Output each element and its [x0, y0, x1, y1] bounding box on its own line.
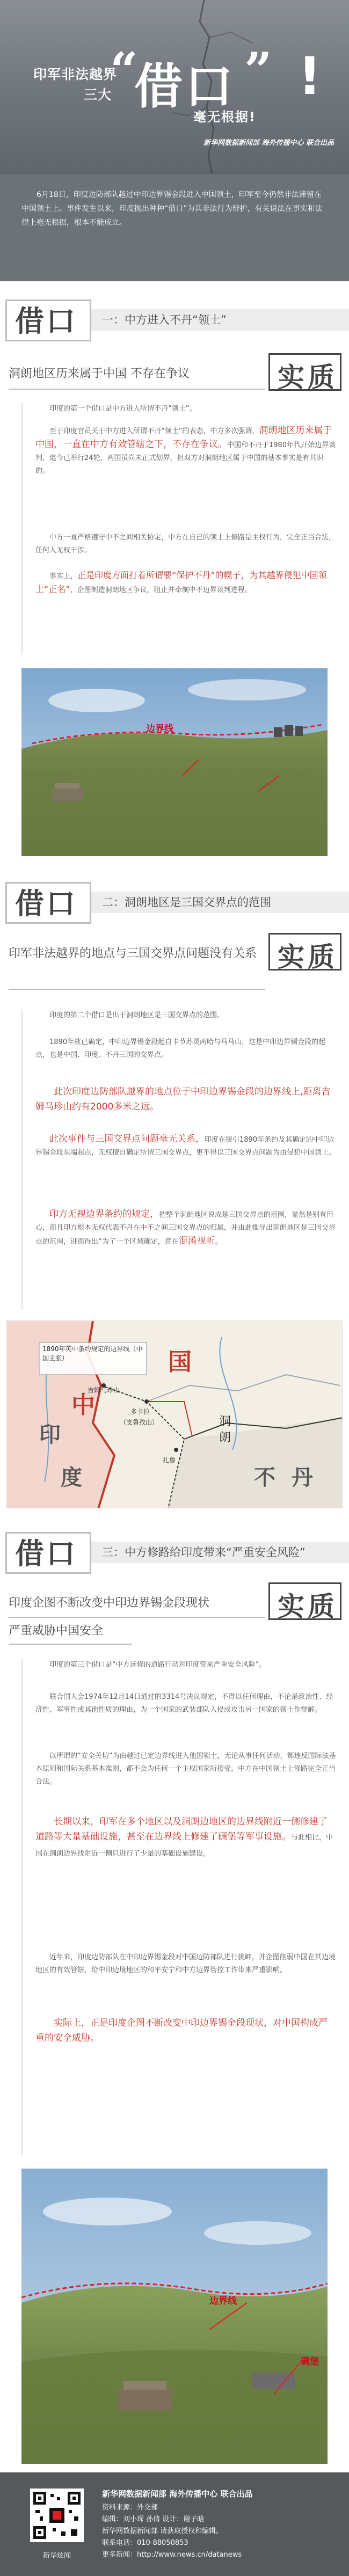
essence-stamp-text: 实质 [278, 361, 338, 393]
map-label-doklam-1: 洞 [219, 1415, 231, 1428]
section-2-body [0, 1009, 349, 1310]
essence-stamp-text: 实质 [278, 941, 338, 973]
qr-code-icon[interactable] [30, 2489, 84, 2542]
border-map [6, 1320, 343, 1508]
bunker-label: 碉堡 [301, 2356, 319, 2367]
essence-stamp [268, 1582, 341, 1620]
map-label-china-1: 中 [71, 1391, 95, 1419]
section-1-header [0, 290, 349, 341]
border-line-label: 边界线 [209, 2296, 237, 2307]
landscape-photo-icon [21, 668, 328, 856]
body-rule [21, 1659, 23, 2155]
body-rule [21, 1009, 23, 1310]
tag-text: 借口 [15, 304, 77, 338]
claim-underline [9, 1644, 132, 1645]
claim-text: 印度企图不断改变中印边界锡金段现状 [9, 1596, 210, 1610]
body-rule [21, 403, 23, 655]
paragraph-highlight: 正是印度方面打着所谓要“保护不丹”的幌子，为其越界侵犯中国领土“正名” [35, 570, 327, 594]
paragraph [35, 1133, 336, 1159]
tag-text: 借口 [15, 886, 77, 921]
paragraph: 联合国大会1974年12月14日通过的3314号决议规定，不得以任何理由，不论是政治性、经济性、军事性或其他性质的理由，为一个国家的武装部队入侵或攻击另一国家的领土作辩解。 [35, 1693, 333, 1714]
intro-text: 6月18日，印度边防部队越过中印边界锡金段进入中国领土，印军至今仍然非法滞留在中国领土上。事件发生以来，印度抛出种种“借口”为其非法行为辩护，有关说法在事实和法律上毫无根据，根本不能成立。 [21, 191, 323, 227]
footer-rights: 新华网数据新闻部 请获取授权和编辑。 [102, 2527, 223, 2535]
map-label-india-2: 度 [61, 1465, 82, 1490]
footer-source: 资料来源：外交部 [102, 2504, 158, 2512]
footer-link[interactable]: 更多新闻：http://www.news.cn/datanews [102, 2551, 242, 2559]
footer-editors: 编辑：刘小琛 孙倩 设计：谢子晗 [102, 2515, 205, 2523]
essence-stamp-text: 实质 [278, 1590, 338, 1622]
qr-label: 新华炫闻 [42, 2552, 71, 2560]
hero-banner [0, 0, 349, 174]
map-place-zhiluzi: （支鲁孜山） [120, 1419, 159, 1426]
map-label-china-2: 国 [168, 1348, 192, 1376]
paragraph-highlight: 混淆视听 [178, 1236, 215, 1246]
hero-title-left [15, 64, 117, 105]
map-place-dokala: 多卡拉 [130, 1408, 150, 1415]
map-place-gipmochi: 吉姆马珍山 [88, 1386, 120, 1394]
claim-text: 洞朗地区历来属于中国 不存在争议 [9, 367, 190, 381]
map-label-bhutan-1: 不 [254, 1465, 275, 1490]
map-label-doklam-2: 朗 [219, 1431, 231, 1444]
claim-text: 印军非法越界的地点与三国交界点问题没有关系 [9, 947, 257, 960]
hero-main-word: 借口 [134, 59, 235, 115]
paragraph-highlight: 实际上，正是印度企图不断改变中印边界锡金段现状，对中国构成严重的安全威胁。 [35, 2018, 328, 2044]
map-label-india-1: 印 [39, 1422, 61, 1447]
map-legend: 1890年英中条约规定的边界线（中国主张） [42, 1345, 143, 1362]
paragraph-highlight: 洞朗地区历来属于中国，一直在中方有效管辖之下，不存在争议。 [35, 425, 332, 450]
section-3-header [0, 1522, 349, 1574]
hero-subtitle-excl: ! [249, 110, 256, 125]
paragraph-highlight: 印方无视边界条约的规定， [49, 1209, 159, 1220]
footer-phone: 联系电话：010-88050853 [102, 2539, 188, 2547]
essence-stamp [268, 933, 341, 973]
intro-block [0, 174, 349, 281]
hero-credit: 新华网数据新闻部 海外传播中心 联合出品 [203, 139, 334, 147]
paragraph: 印度的第一个借口是中方进入所谓不丹“领土”。 [49, 405, 197, 413]
section-title: 二：洞朗地区是三国交界点的范围 [102, 896, 271, 909]
hero-quote-open: “ [110, 42, 138, 99]
map-place-zharu: 扎鲁 [163, 1456, 176, 1464]
claim-underline [9, 389, 265, 390]
border-photo-2 [21, 2169, 328, 2464]
essence-stamp [268, 353, 341, 391]
claim-underline [9, 1617, 265, 1618]
section-3-body [0, 1659, 349, 2163]
paragraph [35, 1814, 336, 1862]
claim-text: 严重威胁中国安全 [9, 1624, 104, 1638]
landscape-photo-icon [21, 2169, 328, 2464]
paragraph: 印度的第三个借口是“中方远修的道路行动对印度带来严重安全风险”。 [49, 1661, 266, 1669]
hero-subtitle [193, 106, 256, 125]
section-2-header [0, 872, 349, 924]
paragraph-text: 事实上， [49, 572, 78, 580]
section-1-body [0, 403, 349, 671]
claim-underline [9, 989, 265, 990]
tag-text: 借口 [15, 1536, 77, 1571]
paragraph-highlight: 长期以来，印军在多个地区以及洞朗边地区的边界线附近一侧修建了道路等大量基础设施，甚至在边界线上修建了碉堡等军事设施。 [35, 1816, 328, 1842]
section-title: 一：中方进入不丹“领土” [102, 313, 227, 326]
hero-subtitle-text: 毫无根据 [193, 110, 249, 125]
footer-producer: 新华网数据新闻部 海外传播中心 联合出品 [102, 2489, 253, 2499]
section-title: 三：中方修路给印度带来“严重安全风险” [102, 1546, 306, 1559]
paragraph-highlight: 此次事件与三国交界点问题毫无关系， [49, 1134, 205, 1144]
hero-title-line2: 三大 [83, 87, 112, 103]
paragraph: 1890年就已确定，中印边界锡金段起自卡节苏灵两哈与马马山，这是中印边界锡金段的起点，也是中国、印度、不丹三国的交界点。 [35, 1038, 326, 1059]
qr-pattern [33, 2492, 81, 2539]
paragraph-text: 。 [215, 1238, 222, 1246]
border-photo-1 [21, 668, 328, 856]
paragraph: 以所谓的“安全关切”为由越过已定边界线进入他国领土，无论从事任何活动，都违反国际法基本原则和国际关系基本准则，都不会为任何一个主权国家所接受。中方在中国领土上修路完全正当合法。 [35, 1752, 336, 1786]
paragraph: 印度的第二个借口是出于洞朗地区是三国交界点的范围。 [49, 1011, 224, 1019]
paragraph [35, 569, 336, 597]
paragraph-text: ，企图制造洞朗地区争议，阻止并牵制中不边界谈判进程。 [70, 586, 252, 594]
paragraph-text: 把整个洞朗地区说成是三国交界点的范围，显然是别有用心，而且印方根本无权代表不丹在中不之间三国交界点的归属，并由此推导出洞朗地区是三国交界点的范围，进而得出“为了一个区域确定，意在 [35, 1211, 336, 1246]
paragraph-text: 至于印度官员关于中方进入所谓不丹“领土”的表态，中方多次强调， [49, 427, 259, 435]
paragraph-text: 中国和不丹于1980年代开始边界谈判，迄今已举行24轮，两国虽尚未正式划界，但双方对洞朗地区属于中国的基本事实是有共识的。 [35, 441, 336, 475]
footer [0, 2472, 349, 2576]
paragraph [35, 424, 336, 478]
hero-exclamation: ! [298, 46, 322, 106]
paragraph: 中方一直严格遵守中不之间相关协定，中方在自己的领土上修路是主权行为，完全正当合法，任何人无权干涉。 [35, 534, 336, 554]
border-line-label: 边界线 [146, 724, 173, 734]
paragraph-text: 与此相比，中国在洞朗边界线附近一侧只进行了少量的基础设施建设。 [35, 1834, 333, 1858]
paragraph-text: 印度在援引1890年条约及其确定的中印边界锡金段东端起点，无权擅自确定所谓三国交界点，更不得以三国交界点问题为由侵犯中国领土。 [35, 1136, 336, 1157]
map-label-bhutan-2: 丹 [292, 1465, 313, 1490]
paragraph [35, 1208, 336, 1249]
paragraph: 近年来，印度边防部队在中印边界锡金段对中国边防部队进行挑衅，并企图削弱中国在其边境地区的有效管辖，给中印边境地区的和平安宁和中方边界管控工作带来严重影响。 [35, 1953, 336, 1974]
paragraph-highlight: 此次印度边防部队越界的地点位于中印边界锡金段的边界线上,距离吉姆马珍山约有2000多米之远。 [35, 1086, 331, 1112]
hero-quote-close: ” [244, 42, 272, 99]
hero-title-line1: 印军非法越界 [33, 67, 117, 82]
